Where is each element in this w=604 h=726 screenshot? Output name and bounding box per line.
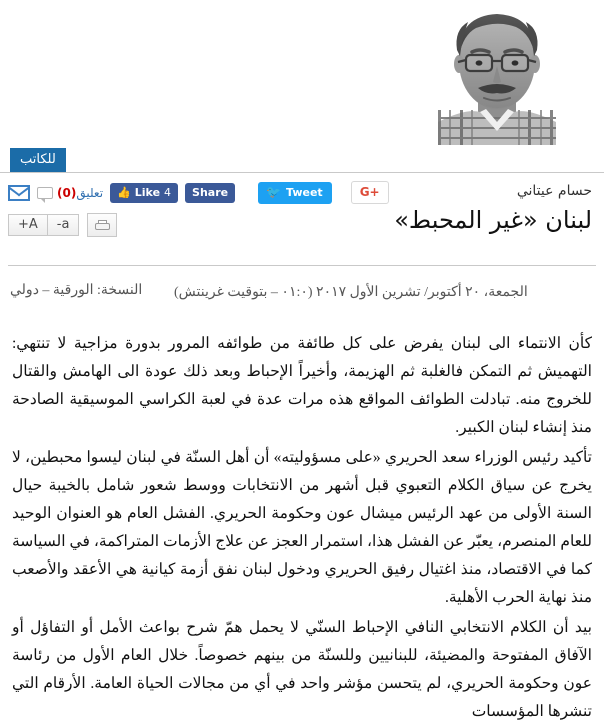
twitter-label: Tweet xyxy=(286,185,323,199)
article-body xyxy=(0,326,604,726)
font-decrease-button[interactable]: -a xyxy=(48,214,80,236)
speech-bubble-icon xyxy=(37,187,53,199)
facebook-like-button[interactable] xyxy=(110,183,178,203)
article-paragraph: كأن الانتماء الى لبنان يفرض على كل طائفة من طوائفه المرور بدورة مزاجية لا تنتهي: التهميش ثم التمكن فالغلبة ثم الهزيمة، وأخيراً الإحباط وبعد ذلك عودة الى الهامش والقتال للخروج منه. تبادلت الطوائف المواقع هذه مرات عدة في لعبة الكراسي الموسيقية الصادحة منذ إنشاء لبنان الكبير. xyxy=(12,335,592,436)
author-portrait-photo xyxy=(418,0,576,145)
printer-icon xyxy=(95,220,110,231)
twitter-bird-icon: 🐦 xyxy=(266,184,282,199)
header-divider xyxy=(8,265,596,266)
facebook-share-button[interactable]: Share xyxy=(185,183,235,203)
twitter-tweet-button[interactable] xyxy=(258,182,332,204)
print-button[interactable] xyxy=(87,213,117,237)
tab-author-articles[interactable]: للكاتب xyxy=(10,148,66,172)
facebook-like-count: 4 xyxy=(164,185,172,199)
google-plus-button[interactable]: G+ xyxy=(351,181,389,204)
comments-link[interactable] xyxy=(37,186,103,200)
thumbs-up-icon: 👍 xyxy=(117,185,131,199)
page-title: لبنان «غير المحبط» xyxy=(394,206,592,234)
article-toolbar-section xyxy=(0,173,604,268)
text-tools-row xyxy=(8,213,117,237)
article-meta-row xyxy=(0,268,604,326)
edition-label: النسخة: الورقية – دولي xyxy=(10,283,143,298)
share-buttons-row xyxy=(8,181,389,204)
author-photo-header xyxy=(0,0,604,145)
email-share-button[interactable] xyxy=(8,185,30,201)
publish-date: الجمعة، ٢٠ أكتوبر/ تشرين الأول ٢٠١٧ (٠١:٠ – بتوقيت غرينتش) xyxy=(174,285,528,300)
author-tab-strip xyxy=(0,145,604,173)
envelope-icon xyxy=(8,185,30,201)
comment-label: تعليق(0) xyxy=(57,185,104,200)
article-paragraph: تأكيد رئيس الوزراء سعد الحريري «على مسؤوليته» أن أهل السنّة في لبنان ليسوا محبطين، لا يخرج عن سياق الكلام التعبوي قبل أشهر من الانتخابات ووسط شعور شامل بالخيبة حيال السنة الأولى من عهد الرئيس ميشال عون وحكومة الحريري. الفشل العام هو العنوان الوحيد للعام المنصرم، يعبّر عن الفشل هذا، استمرار العجز عن علاج الأزمات المتراكمة، في السياسة كما في الاقتصاد، منذ اغتيال رفيق الحريري ودخول لبنان نفق أزمة كيانية هي الأعقد والأصعب منذ نهاية الحرب الأهلية. xyxy=(12,449,592,606)
article-paragraph: بيد أن الكلام الانتخابي النافي الإحباط السنّي لا يحمل همّ شرح بواعث الأمل أو التفاؤل أو الآفاق المفتوحة والمضيئة، للبنانيين وللسنّة من بينهم خصوصاً. خلال العام الأول من رئاسة عون وحكومة الحريري، لم يتحسن مؤشر واحد في أي من مجالات الحياة العامة. الأرقام التي تنشرها المؤسسات xyxy=(12,619,592,720)
font-increase-button[interactable]: +A xyxy=(8,214,48,236)
comment-count: (0) xyxy=(57,185,77,200)
article-author[interactable]: حسام عيتاني xyxy=(516,183,592,199)
facebook-like-label: Like xyxy=(134,185,161,199)
